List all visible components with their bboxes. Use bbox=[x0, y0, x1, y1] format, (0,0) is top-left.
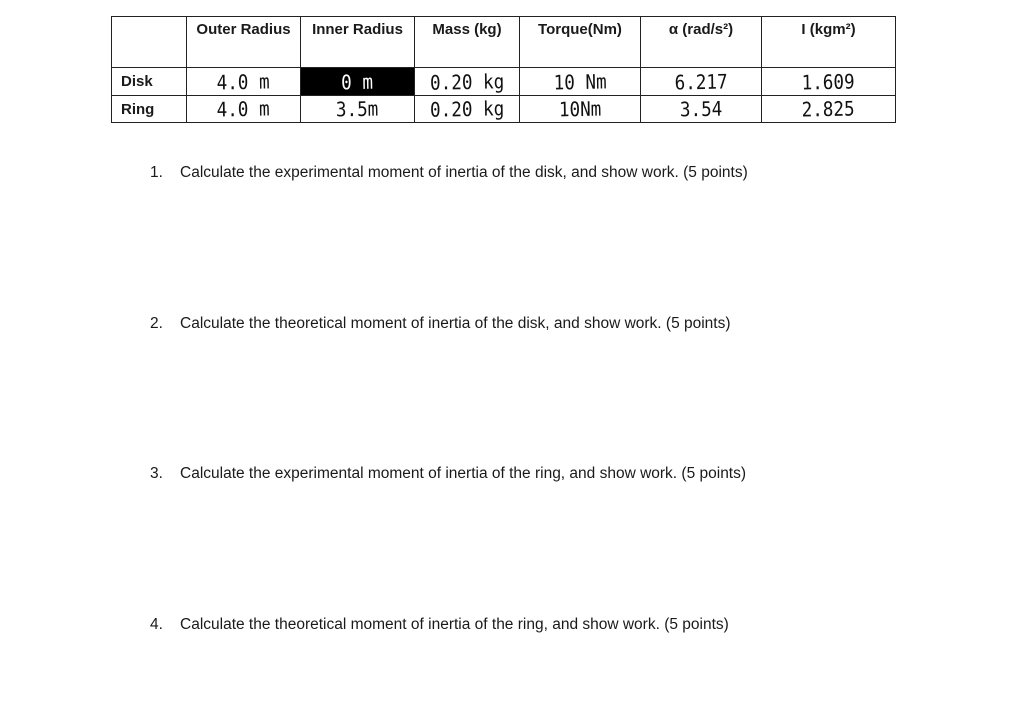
handwritten-value: 2.825 bbox=[801, 96, 856, 122]
question-text: Calculate the theoretical moment of inertia of the ring, and show work. (5 points) bbox=[180, 616, 729, 633]
handwritten-value: 0 m bbox=[341, 69, 374, 94]
header-inner-radius: Inner Radius bbox=[301, 17, 415, 68]
header-outer-radius: Outer Radius bbox=[187, 17, 301, 68]
handwritten-value: 4.0 m bbox=[216, 96, 271, 122]
question-number: 3. bbox=[150, 465, 163, 482]
header-mass: Mass (kg) bbox=[415, 17, 520, 68]
cell-disk-torque bbox=[520, 68, 641, 96]
cell-ring-alpha bbox=[641, 96, 762, 123]
handwritten-value: 4.0 m bbox=[216, 68, 271, 95]
question-4 bbox=[150, 616, 729, 634]
question-text: Calculate the experimental moment of inertia of the ring, and show work. (5 points) bbox=[180, 465, 747, 482]
question-3 bbox=[150, 465, 746, 483]
row-label-disk: Disk bbox=[112, 68, 187, 96]
table-row-disk bbox=[112, 68, 896, 96]
cell-ring-torque bbox=[520, 96, 641, 123]
question-2 bbox=[150, 315, 731, 333]
cell-disk-inner-radius bbox=[301, 68, 415, 96]
question-number: 2. bbox=[150, 315, 163, 332]
handwritten-value: 10 Nm bbox=[553, 68, 607, 95]
question-number: 4. bbox=[150, 616, 163, 633]
handwritten-value: 6.217 bbox=[674, 68, 728, 95]
handwritten-value: 1.609 bbox=[801, 68, 856, 95]
header-alpha: α (rad/s²) bbox=[641, 17, 762, 68]
cell-disk-alpha bbox=[641, 68, 762, 96]
cell-disk-mass bbox=[415, 68, 520, 96]
data-table bbox=[111, 16, 896, 123]
cell-ring-mass bbox=[415, 96, 520, 123]
handwritten-value: 0.20 kg bbox=[429, 96, 505, 122]
handwritten-value: 3.54 bbox=[679, 96, 723, 122]
cell-ring-inertia bbox=[762, 96, 896, 123]
handwritten-value: 0.20 kg bbox=[429, 68, 505, 95]
cell-ring-inner-radius bbox=[301, 96, 415, 123]
header-torque: Torque(Nm) bbox=[520, 17, 641, 68]
header-blank bbox=[112, 17, 187, 68]
handwritten-value: 3.5m bbox=[336, 96, 379, 122]
header-inertia: I (kgm²) bbox=[762, 17, 896, 68]
question-1 bbox=[150, 164, 748, 182]
cell-disk-outer-radius bbox=[187, 68, 301, 96]
header-row bbox=[112, 17, 896, 68]
question-number: 1. bbox=[150, 164, 163, 181]
handwritten-value: 10Nm bbox=[558, 96, 602, 122]
cell-ring-outer-radius bbox=[187, 96, 301, 123]
cell-disk-inertia bbox=[762, 68, 896, 96]
question-text: Calculate the theoretical moment of inertia of the disk, and show work. (5 points) bbox=[180, 315, 731, 332]
question-text: Calculate the experimental moment of inertia of the disk, and show work. (5 points) bbox=[180, 164, 748, 181]
row-label-ring: Ring bbox=[112, 96, 187, 123]
table-row-ring bbox=[112, 96, 896, 123]
